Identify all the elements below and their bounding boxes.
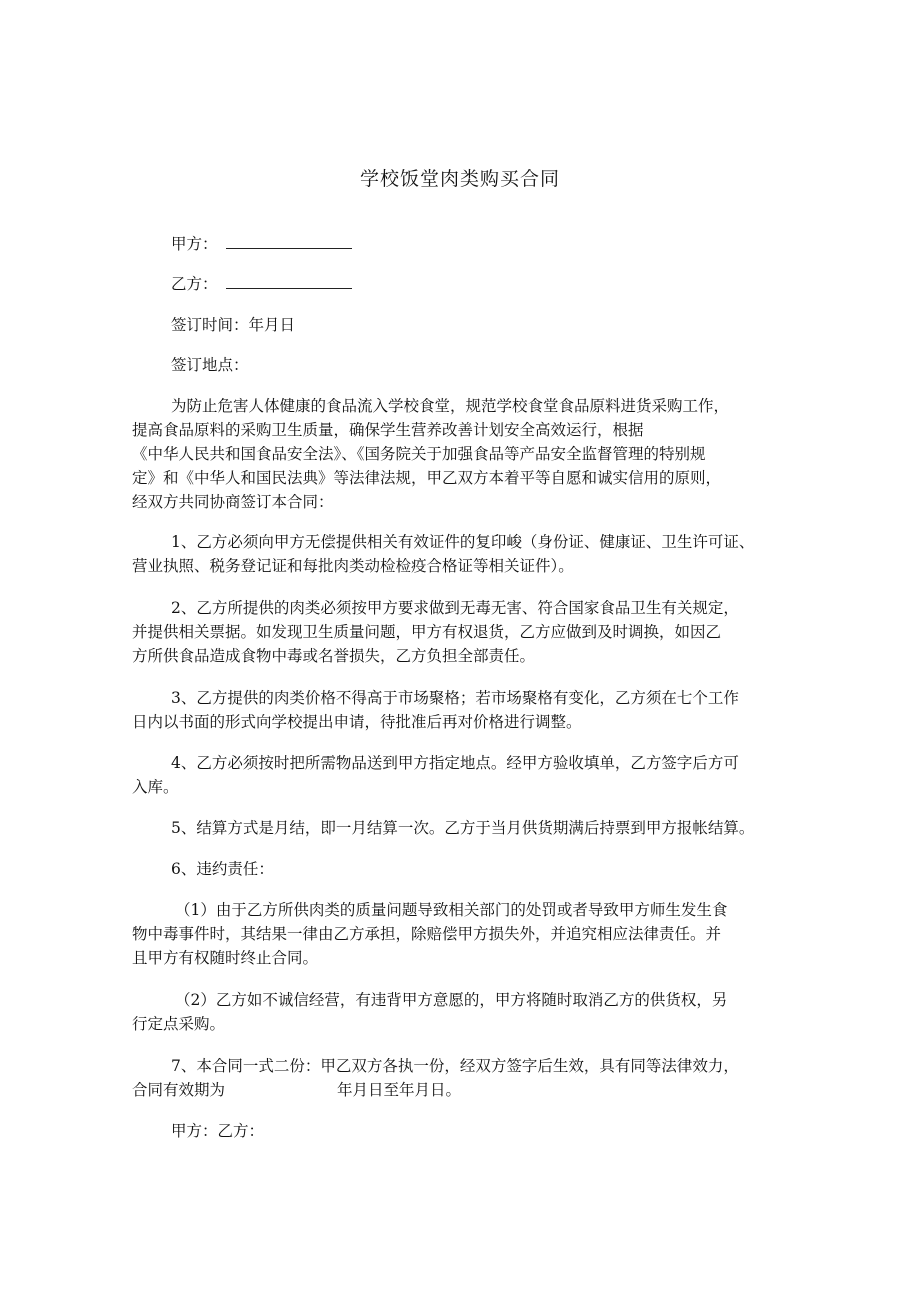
intro-line: 提高食品原料的采购卫生质量，确保学生营养改善计划安全高效运行，根据 — [132, 421, 644, 439]
clause-2-line: 并提供相关票据。如发现卫生质量问题，甲方有权退货，乙方应做到及时调换，如因乙 — [132, 623, 722, 641]
clause-1-line: 1、乙方必须向甲方无偿提供相关有效证件的复印峻（身份证、健康证、卫生许可证、 — [171, 533, 755, 551]
clause-6-1-line: （1）由于乙方所供肉类的质量问题导致相关部门的处罚或者导致甲方师生发生食 — [175, 901, 728, 919]
clause-5: 5、结算方式是月结，即一月结算一次。乙方于当月供货期满后持票到甲方报帐结算。 — [171, 819, 755, 837]
intro-line: 《中华人民共和国食品安全法》、《国务院关于加强食品等产品安全监督管理的特别规 — [132, 445, 706, 463]
validity-suffix: 年月日至年月日。 — [337, 1081, 462, 1099]
clause-6-1-line: 且甲方有权随时终止合同。 — [132, 949, 319, 967]
clause-7-line: 7、本合同一式二份：甲乙双方各执一份，经双方签字后生效，具有同等法律效力， — [171, 1057, 739, 1075]
intro-line: 定》和《中华人和国民法典》等法律法规，甲乙双方本着平等自愿和诚实信用的原则， — [132, 469, 722, 487]
clause-4-line: 入库。 — [132, 778, 179, 796]
clause-2-line: 方所供食品造成食物中毒或名誉损失，乙方负担全部责任。 — [132, 647, 536, 665]
party-a-label: 甲方： — [171, 235, 218, 253]
clause-6: 6、违约责任： — [171, 860, 274, 878]
party-b-line — [171, 272, 352, 296]
clause-2-line: 2、乙方所提供的肉类必须按甲方要求做到无毒无害、符合国家食品卫生有关规定， — [171, 599, 739, 617]
clause-6-2-line: 行定点采购。 — [132, 1015, 226, 1033]
clause-1-line: 营业执照、税务登记证和每批肉类动检检疫合格证等相关证件）。 — [132, 557, 574, 575]
sign-time: 签订时间：年月日 — [171, 316, 296, 334]
clause-4-line: 4、乙方必须按时把所需物品送到甲方指定地点。经甲方验收填单，乙方签字后方可 — [171, 754, 739, 772]
validity-prefix: 合同有效期为 — [132, 1081, 226, 1099]
party-a-blank — [226, 234, 352, 249]
sign-place: 签订地点： — [171, 356, 249, 374]
clause-7-line — [132, 1078, 461, 1102]
clause-3-line: 日内以书面的形式向学校提出申请，待批准后再对价格进行调整。 — [132, 713, 582, 731]
intro-line: 经双方共同协商签订本合同： — [132, 493, 334, 511]
clause-6-1-line: 物中毒事件时，其结果一律由乙方承担，除赔偿甲方损失外，并追究相应法律责任。并 — [132, 925, 722, 943]
party-b-blank — [226, 274, 352, 289]
party-b-label: 乙方： — [171, 275, 218, 293]
party-a-line — [171, 232, 352, 256]
clause-3-line: 3、乙方提供的肉类价格不得高于市场聚格；若市场聚格有变化，乙方须在七个工作 — [171, 689, 739, 707]
intro-line: 为防止危害人体健康的食品流入学校食堂，规范学校食堂食品原料进货采购工作， — [171, 397, 730, 415]
document-title: 学校饭堂肉类购买合同 — [359, 168, 560, 190]
clause-6-2-line: （2）乙方如不诚信经营，有违背甲方意愿的，甲方将随时取消乙方的供货权，另 — [175, 991, 728, 1009]
signature-line: 甲方：乙方： — [171, 1122, 265, 1140]
